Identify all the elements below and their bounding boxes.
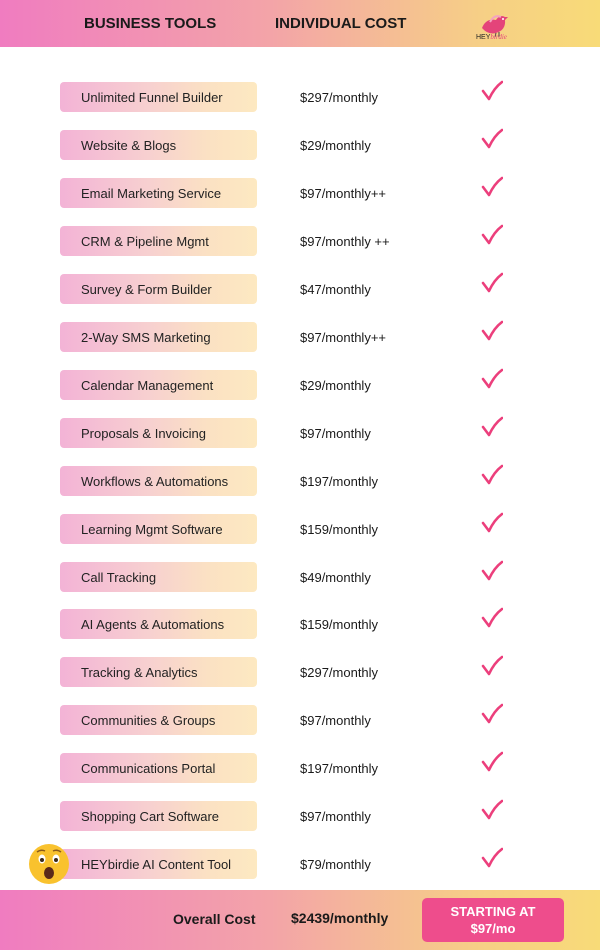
tool-name-pill xyxy=(60,226,257,256)
table-row xyxy=(0,322,600,352)
tool-cost: $29/monthly xyxy=(300,378,371,393)
table-row xyxy=(0,562,600,592)
tool-name: Workflows & Automations xyxy=(81,474,229,489)
table-row xyxy=(0,130,600,160)
tool-name: Calendar Management xyxy=(81,378,214,393)
tool-name-pill xyxy=(60,514,257,544)
tool-cost: $97/monthly ++ xyxy=(300,234,390,249)
checkmark-icon xyxy=(481,272,503,294)
tool-name: Tracking & Analytics xyxy=(81,665,198,680)
tool-name-pill xyxy=(60,705,257,735)
table-row xyxy=(0,705,600,735)
tool-name: Call Tracking xyxy=(81,570,157,585)
tool-name-pill xyxy=(60,418,257,448)
tool-name-pill xyxy=(60,801,257,831)
tool-name-pill xyxy=(60,370,257,400)
tool-cost: $47/monthly xyxy=(300,282,371,297)
tool-name: Unlimited Funnel Builder xyxy=(81,90,223,105)
table-row xyxy=(0,370,600,400)
tool-cost: $97/monthly++ xyxy=(300,186,387,201)
tool-name: 2-Way SMS Marketing xyxy=(81,330,211,345)
tool-name-pill xyxy=(60,322,257,352)
tool-name: HEYbirdie AI Content Tool xyxy=(81,857,232,872)
overall-cost-label: Overall Cost xyxy=(173,911,256,927)
overall-cost-total: $2439/monthly xyxy=(291,910,389,926)
table-row xyxy=(0,514,600,544)
tool-cost: $49/monthly xyxy=(300,570,371,585)
tool-cost: $159/monthly xyxy=(300,617,379,632)
checkmark-icon xyxy=(481,128,503,150)
tool-cost: $97/monthly++ xyxy=(300,330,387,345)
logo-text-hey: HEY xyxy=(476,34,491,41)
table-row xyxy=(0,178,600,208)
checkmark-icon xyxy=(481,368,503,390)
tool-name-pill xyxy=(60,657,257,687)
tool-name: Email Marketing Service xyxy=(81,186,222,201)
tool-cost: $297/monthly xyxy=(300,90,379,105)
cta-line-1: STARTING AT xyxy=(450,904,536,919)
table-row xyxy=(0,609,600,639)
table-row xyxy=(0,226,600,256)
table-row xyxy=(0,753,600,783)
checkmark-icon xyxy=(481,655,503,677)
footer-bar xyxy=(0,890,600,950)
tool-name-pill xyxy=(60,130,257,160)
checkmark-icon xyxy=(481,416,503,438)
table-row xyxy=(0,82,600,112)
tool-name-pill xyxy=(60,609,257,639)
tool-name: AI Agents & Automations xyxy=(81,617,225,632)
tool-name: Learning Mgmt Software xyxy=(81,522,223,537)
tool-name-pill xyxy=(60,753,257,783)
tool-name: CRM & Pipeline Mgmt xyxy=(81,234,209,249)
logo-wordmark xyxy=(476,33,507,41)
column-header-tools: BUSINESS TOOLS xyxy=(84,15,217,32)
tool-name: Shopping Cart Software xyxy=(81,809,220,824)
checkmark-icon xyxy=(481,703,503,725)
tool-cost: $29/monthly xyxy=(300,138,371,153)
cta-line-2: $97/mo xyxy=(470,921,516,936)
tool-name-pill xyxy=(60,178,257,208)
table-row xyxy=(0,657,600,687)
tool-name-pill xyxy=(60,274,257,304)
tool-name-pill xyxy=(60,466,257,496)
checkmark-icon xyxy=(481,512,503,534)
logo-text-birdie: birdie xyxy=(490,33,507,41)
table-row xyxy=(0,418,600,448)
tool-cost: $97/monthly xyxy=(300,809,371,824)
tool-name: Website & Blogs xyxy=(81,138,177,153)
table-row xyxy=(0,801,600,831)
tool-cost: $297/monthly xyxy=(300,665,379,680)
tool-name-pill xyxy=(60,849,257,879)
checkmark-icon xyxy=(481,464,503,486)
tool-cost: $97/monthly xyxy=(300,426,371,441)
tool-cost: $197/monthly xyxy=(300,474,379,489)
checkmark-icon xyxy=(481,607,503,629)
checkmark-icon xyxy=(481,80,503,102)
checkmark-icon xyxy=(481,847,503,869)
checkmark-icon xyxy=(481,320,503,342)
tool-cost: $79/monthly xyxy=(300,857,371,872)
checkmark-icon xyxy=(481,560,503,582)
checkmark-icon xyxy=(481,799,503,821)
checkmark-icon xyxy=(481,176,503,198)
tool-name: Communities & Groups xyxy=(81,713,216,728)
tool-name-pill xyxy=(60,562,257,592)
column-header-cost: INDIVIDUAL COST xyxy=(275,15,407,32)
checkmark-icon xyxy=(481,751,503,773)
surprised-face-icon xyxy=(28,843,70,885)
tool-name: Communications Portal xyxy=(81,761,216,776)
starting-at-button[interactable] xyxy=(422,898,564,942)
table-row xyxy=(0,466,600,496)
header-bar xyxy=(0,0,600,47)
table-row xyxy=(0,849,600,879)
table-row xyxy=(0,274,600,304)
tool-cost: $197/monthly xyxy=(300,761,379,776)
tool-cost: $97/monthly xyxy=(300,713,371,728)
tool-name: Survey & Form Builder xyxy=(81,282,212,297)
tool-name: Proposals & Invoicing xyxy=(81,426,207,441)
checkmark-icon xyxy=(481,224,503,246)
tool-name-pill xyxy=(60,82,257,112)
tool-cost: $159/monthly xyxy=(300,522,379,537)
